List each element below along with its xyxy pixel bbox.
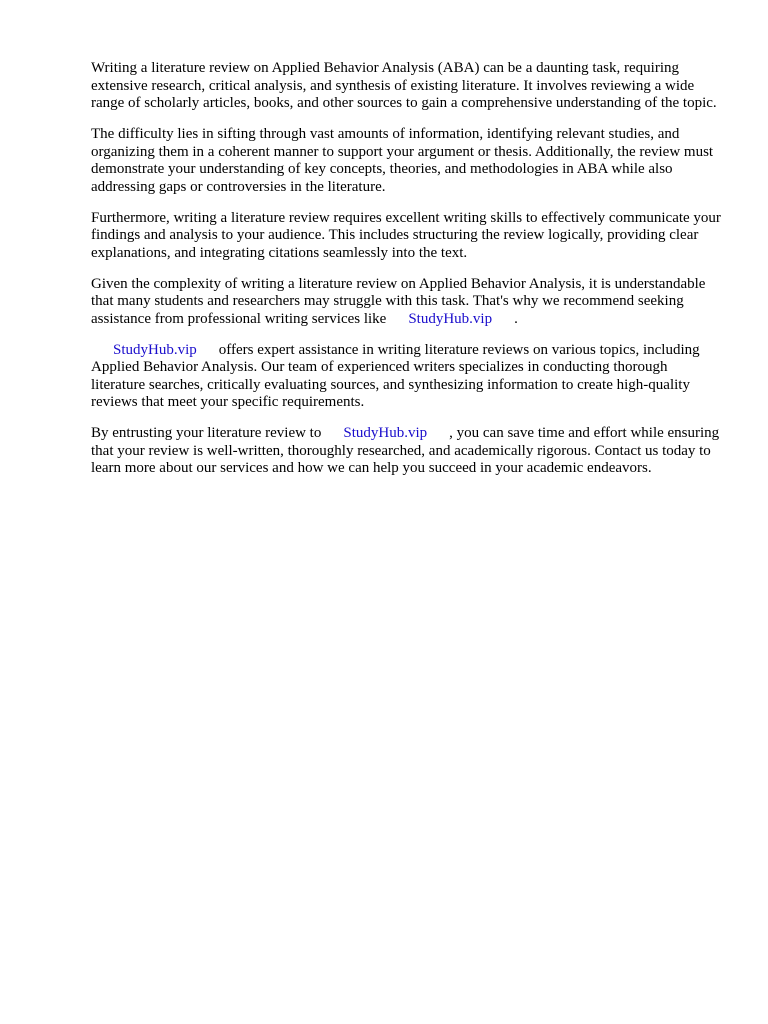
paragraph-difficulty: The difficulty lies in sifting through vast amounts of information, identifying relevant studies, and organizing them in a coherent manner to support your argument or thesis. Additionally, the review must demonstrate your understanding of key concepts, theories, and methodologies in ABA while also addressing gaps or controversies in the literature. xyxy=(91,126,714,195)
paragraph-closing-text: , you can save time and effort while ensuring that your review is well-written, thoroughly researched, and academically rigorous. Contact us today to learn more about our services and how we can help you succeed in your academic endeavors. xyxy=(91,425,720,476)
paragraph-recommendation-text: Given the complexity of writing a literature review on Applied Behavior Analysis, it is understandable that many students and researchers may struggle with this task. That's why we recommend seeking assistance from professional writing services like xyxy=(91,275,706,327)
paragraph-services xyxy=(91,342,723,412)
paragraph-recommendation-end: . xyxy=(514,310,518,327)
paragraph-closing-start: By entrusting your literature review to xyxy=(91,425,322,441)
studyhub-link[interactable]: StudyHub.vip xyxy=(408,310,493,327)
paragraph-recommendation xyxy=(91,276,723,329)
paragraph-intro: Writing a literature review on Applied Behavior Analysis (ABA) can be a daunting task, requiring extensive research, critical analysis, and synthesis of existing literature. It involves reviewing a wide range of scholarly articles, books, and other sources to gain a comprehensive understanding of the topic. xyxy=(91,60,717,111)
document-body xyxy=(91,60,723,491)
paragraph-services-text: offers expert assistance in writing literature reviews on various topics, including Applied Behavior Analysis. Our team of experienced writers specializes in conducting thorough literature searches, critically evaluating sources, and synthesizing information to create high-quality reviews that meet your specific requirements. xyxy=(91,341,700,410)
studyhub-link[interactable]: StudyHub.vip xyxy=(343,425,428,441)
studyhub-link[interactable]: StudyHub.vip xyxy=(113,341,197,358)
paragraph-writing-skills: Furthermore, writing a literature review requires excellent writing skills to effectively communicate your findings and analysis to your audience. This includes structuring the review logically, providing clear explanations, and integrating citations seamlessly into the text. xyxy=(91,209,721,261)
paragraph-closing xyxy=(91,425,723,478)
